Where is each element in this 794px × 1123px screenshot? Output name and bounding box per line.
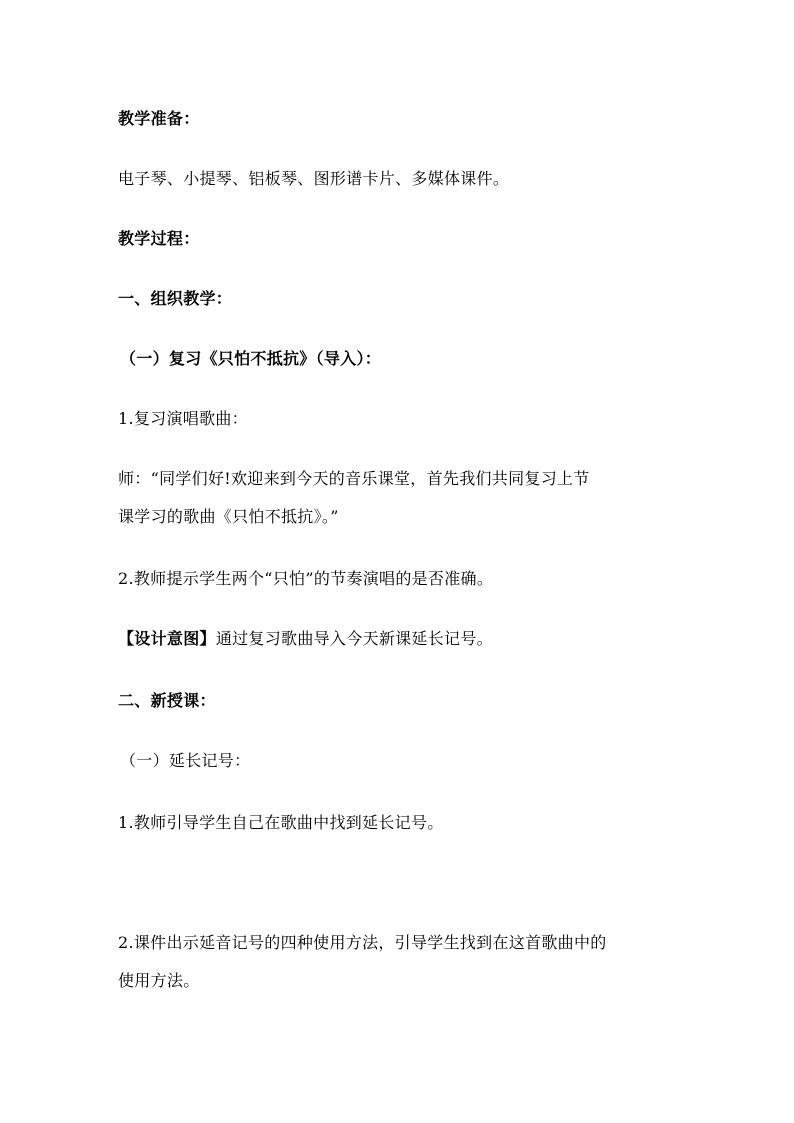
section1-sub-heading: （一）复习《只怕不抵抗》（导入）： xyxy=(120,349,382,368)
prep-items: 电子琴、小提琴、铝板琴、图形谱卡片、多媒体课件。 xyxy=(118,169,510,188)
design-intent-text: 通过复习歌曲导入今天新课延长记号。 xyxy=(215,629,493,648)
section1-heading: 一、组织教学： xyxy=(118,289,233,308)
step-1-1: 1.复习演唱歌曲： xyxy=(118,409,248,428)
section2-sub-heading: （一）延长记号： xyxy=(120,751,251,770)
prep-heading: 教学准备： xyxy=(118,109,200,128)
teacher-quote-line-2: 课学习的歌曲《只怕不抵抗》。” xyxy=(118,507,339,526)
step-1-2: 2.教师提示学生两个“只怕”的节奏演唱的是否准确。 xyxy=(118,569,494,588)
design-intent-label: 【设计意图】 xyxy=(118,629,216,648)
process-heading: 教学过程： xyxy=(118,229,200,248)
step-2-2-line-2: 使用方法。 xyxy=(118,971,200,990)
teacher-quote-line-1: 师：“同学们好!欢迎来到今天的音乐课堂，首先我们共同复习上节 xyxy=(118,469,590,488)
step-2-1: 1.教师引导学生自己在歌曲中找到延长记号。 xyxy=(118,813,444,832)
section2-heading: 二、新授课： xyxy=(118,691,216,710)
design-intent xyxy=(118,628,688,650)
step-2-2-line-1: 2.课件出示延音记号的四种使用方法，引导学生找到在这首歌曲中的 xyxy=(118,933,607,952)
